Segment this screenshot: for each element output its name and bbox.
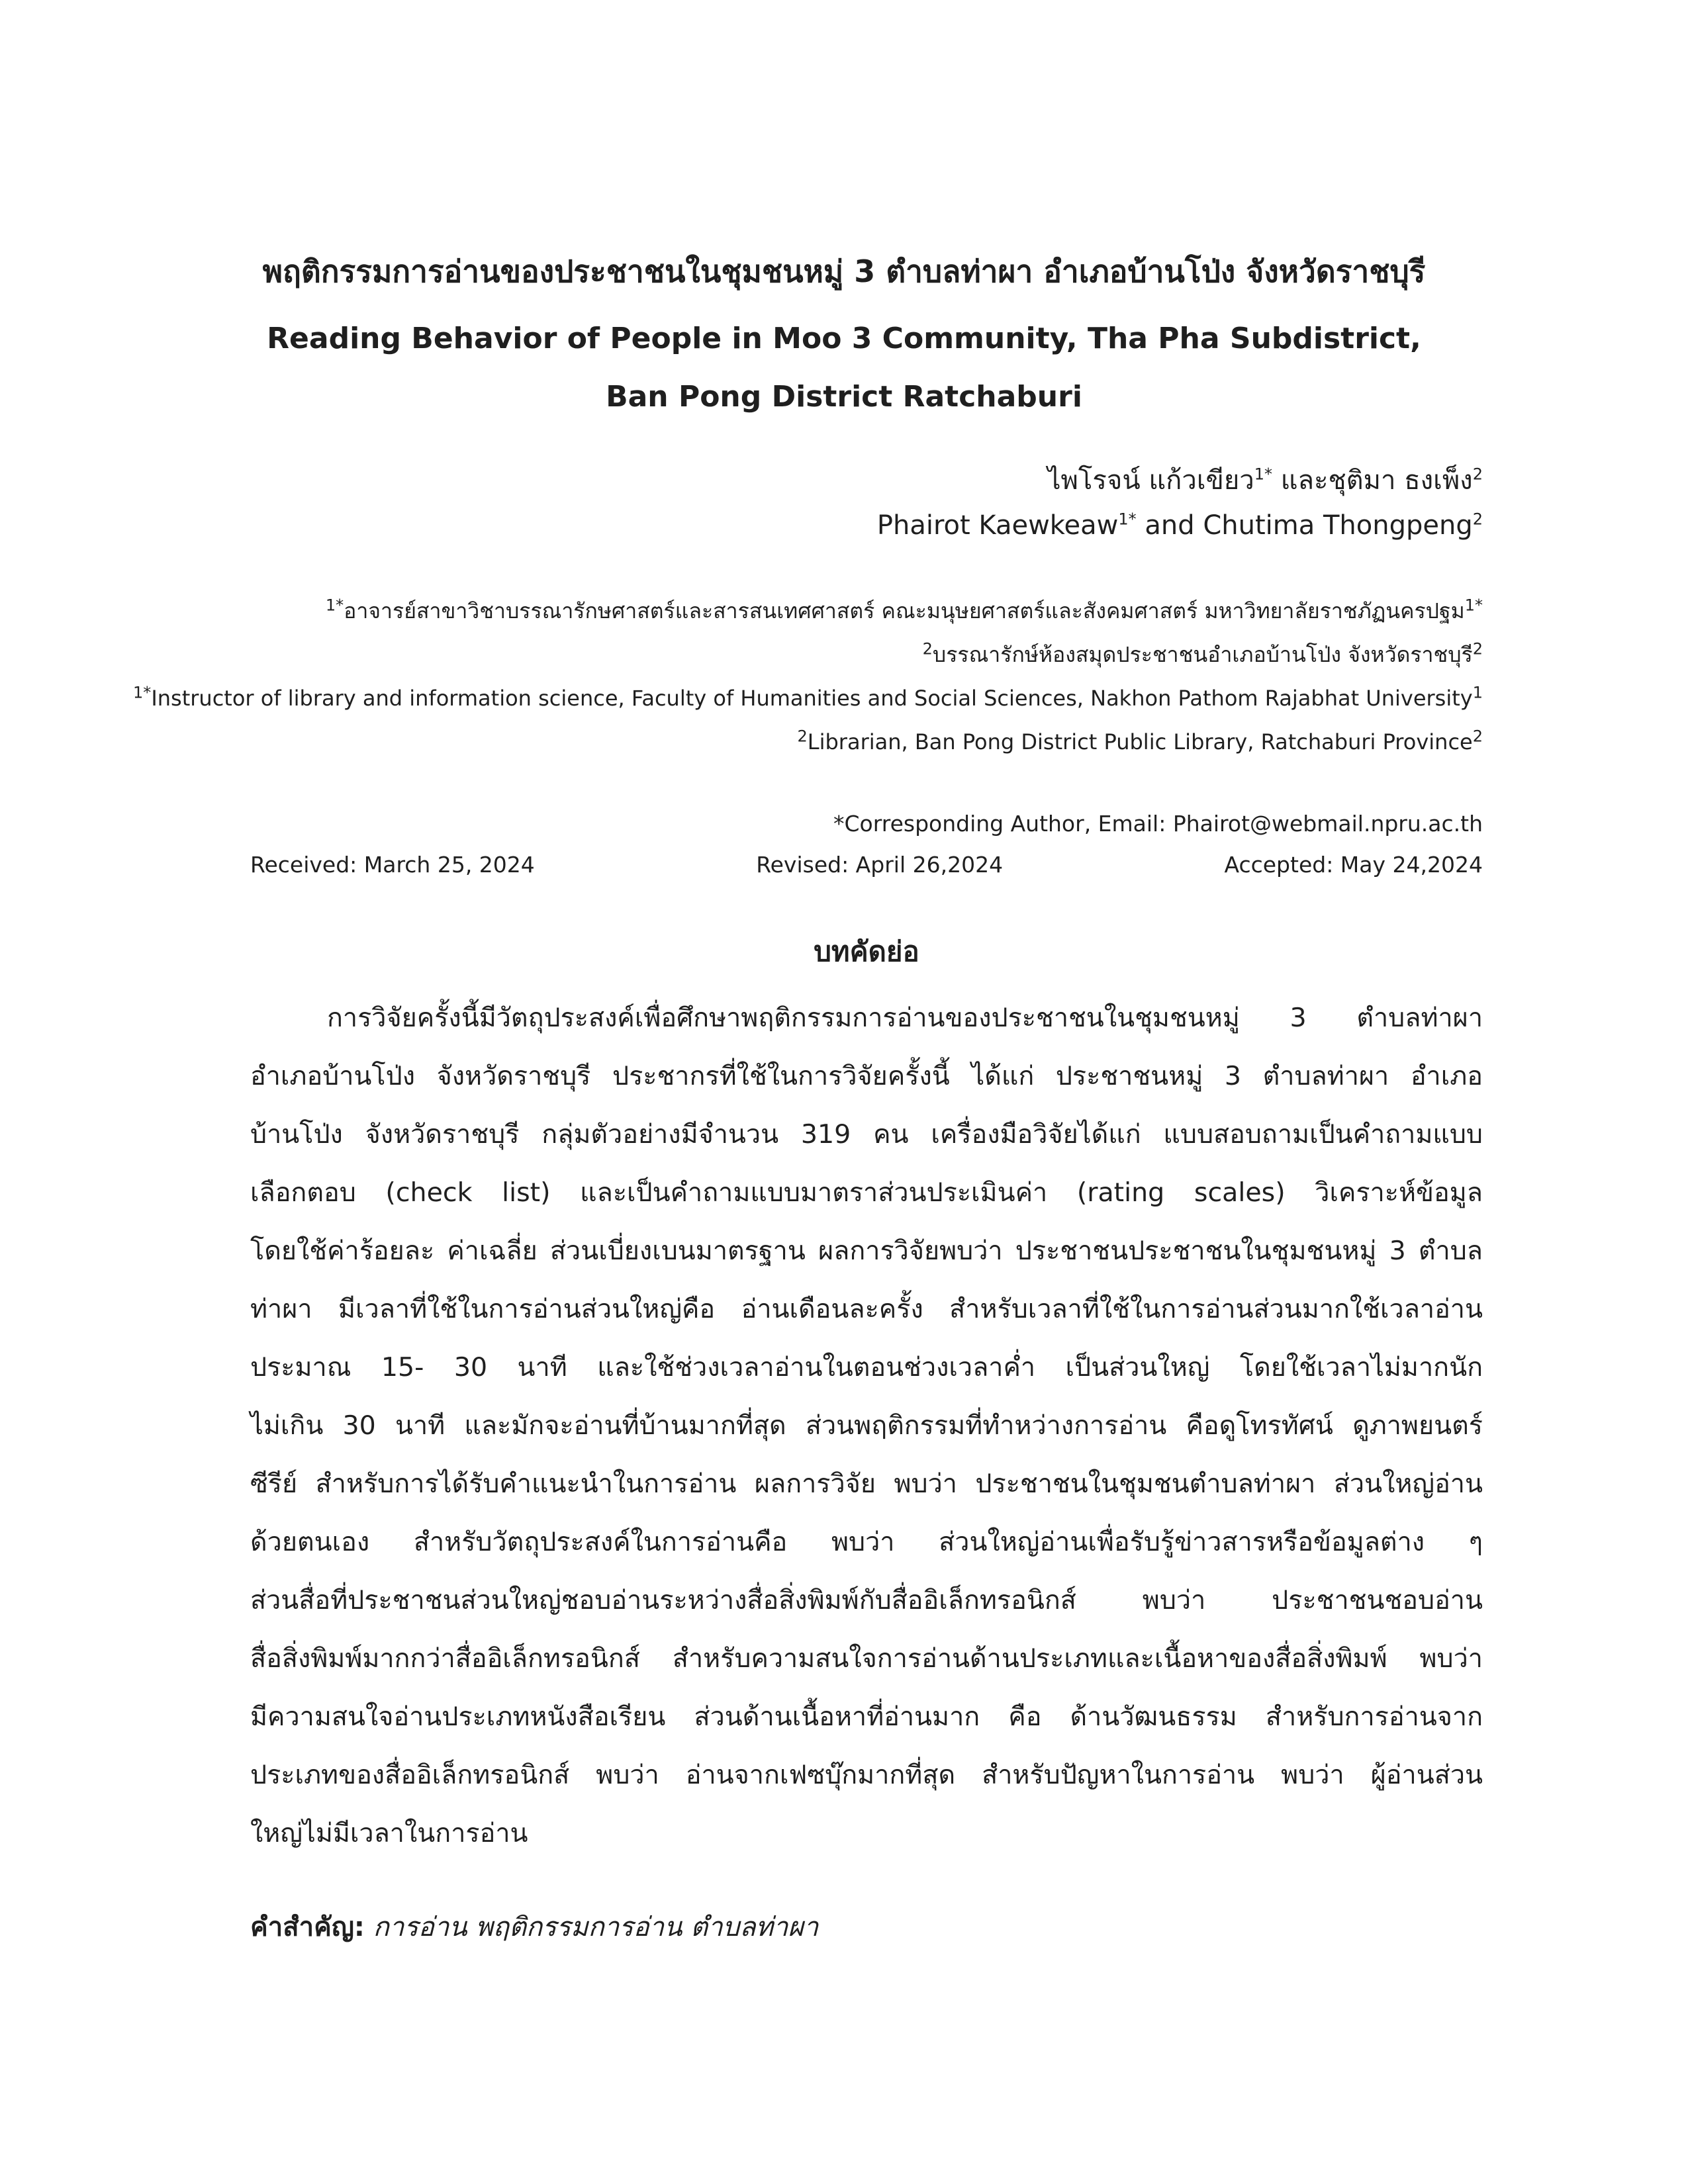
accepted-date: Accepted: May 24,2024 xyxy=(1224,852,1483,878)
author-1-mark: 1* xyxy=(1118,510,1137,529)
affiliation-text: อาจารย์สาขาวิชาบรรณารักษศาสตร์และสารสนเทศศาสตร์ คณะมนุษยศาสตร์และสังคมศาสตร์ มหาวิทยาลัยราชภัฏนครปฐม xyxy=(344,598,1465,623)
abstract-line: เลือกตอบ (check list) และเป็นคำถามแบบมาตราส่วนประเมินค่า (rating scales) วิเคราะห์ข้อมูล xyxy=(250,1177,1483,1208)
author-1-mark: 1* xyxy=(1254,465,1273,484)
affiliation-text: บรรณารักษ์ห้องสมุดประชาชนอำเภอบ้านโป่ง จังหวัดราชบุรี xyxy=(932,642,1473,667)
received-date: Received: March 25, 2024 xyxy=(250,852,535,878)
keywords xyxy=(250,1907,1483,1947)
submission-dates xyxy=(250,850,1483,880)
author-connector: และ xyxy=(1272,465,1329,496)
author-2-english: Chutima Thongpeng xyxy=(1203,510,1473,541)
abstract-line: ใหญ่ไม่มีเวลาในการอ่าน xyxy=(250,1818,528,1848)
title-english-line-1: Reading Behavior of People in Moo 3 Community, Tha Pha Subdistrict, xyxy=(267,322,1421,355)
abstract-line: ไม่เกิน 30 นาที และมักจะอ่านที่บ้านมากที่สุด ส่วนพฤติกรรมที่ทำหว่างการอ่าน คือดูโทรทัศน์ ดูภาพยนตร์ xyxy=(250,1410,1483,1441)
abstract-line: อำเภอบ้านโป่ง จังหวัดราชบุรี ประชากรที่ใช้ในการวิจัยครั้งนี้ ได้แก่ ประชาชนหมู่ 3 ตำบลท่าผา อำเภอ xyxy=(250,1061,1483,1091)
affiliation-mark: 1* xyxy=(1464,596,1483,615)
affiliation-mark: 2 xyxy=(797,727,808,746)
affiliation-2-thai xyxy=(93,639,1483,670)
abstract-line: ซีรีย์ สำหรับการได้รับคำแนะนำในการอ่าน ผลการวิจัย พบว่า ประชาชนในชุมชนตำบลท่าผา ส่วนใหญ่อ่าน xyxy=(250,1469,1483,1499)
title-english xyxy=(132,310,1556,426)
abstract-line: โดยใช้ค่าร้อยละ ค่าเฉลี่ย ส่วนเบี่ยงเบนมาตรฐาน ผลการวิจัยพบว่า ประชาชนประชาชนในชุมชนหมู่ 3 ตำบล xyxy=(250,1236,1483,1266)
abstract-heading: บทคัดย่อ xyxy=(814,935,919,968)
abstract-line: ประมาณ 15- 30 นาที และใช้ช่วงเวลาอ่านในตอนช่วงเวลาค่ำ เป็นส่วนใหญ่ โดยใช้เวลาไม่มากนัก xyxy=(250,1352,1483,1383)
abstract-line: การวิจัยครั้งนี้มีวัตถุประสงค์เพื่อศึกษาพฤติกรรมการอ่านของประชาชนในชุมชนหมู่ 3 ตำบลท่าผา xyxy=(327,1003,1483,1033)
corresponding-author: *Corresponding Author, Email: Phairot@webmail.npru.ac.th xyxy=(833,811,1483,837)
abstract-line: สื่อสิ่งพิมพ์มากกว่าสื่ออิเล็กทรอนิกส์ สำหรับความสนใจการอ่านด้านประเภทและเนื้อหาของสื่อสิ่งพิมพ์ พบว่า xyxy=(250,1643,1483,1674)
abstract-line: ท่าผา มีเวลาที่ใช้ในการอ่านส่วนใหญ่คือ อ่านเดือนละครั้ง สำหรับเวลาที่ใช้ในการอ่านส่วนมากใช้เวลาอ่าน xyxy=(250,1294,1483,1324)
author-1-thai: ไพโรจน์ แก้วเขียว xyxy=(1047,465,1254,496)
affiliation-mark: 1* xyxy=(133,683,152,702)
keywords-value: การอ่าน พฤติกรรมการอ่าน ตำบลท่าผา xyxy=(364,1912,819,1942)
abstract-line: ส่วนสื่อที่ประชาชนส่วนใหญ่ชอบอ่านระหว่างสื่อสิ่งพิมพ์กับสื่ออิเล็กทรอนิกส์ พบว่า ประชาชนชอบอ่าน xyxy=(250,1585,1483,1615)
affiliation-mark: 2 xyxy=(1472,639,1483,659)
authors-english xyxy=(291,508,1483,543)
author-2-mark: 2 xyxy=(1472,465,1483,484)
author-2-mark: 2 xyxy=(1472,510,1483,529)
keywords-label: คำสำคัญ: xyxy=(250,1912,365,1942)
affiliation-text: Librarian, Ban Pong District Public Library, Ratchaburi Province xyxy=(807,729,1473,754)
revised-date: Revised: April 26,2024 xyxy=(756,852,1004,878)
affiliation-1-english xyxy=(93,683,1483,713)
title-thai: พฤติกรรมการอ่านของประชาชนในชุมชนหมู่ 3 ตำบลท่าผา อำเภอบ้านโป่ง จังหวัดราชบุรี xyxy=(262,253,1426,289)
affiliation-mark: 1 xyxy=(1472,683,1483,702)
affiliation-mark: 1* xyxy=(325,596,344,615)
authors-thai xyxy=(291,463,1483,498)
affiliation-mark: 2 xyxy=(922,639,933,659)
abstract-line: ด้วยตนเอง สำหรับวัตถุประสงค์ในการอ่านคือ พบว่า ส่วนใหญ่อ่านเพื่อรับรู้ข่าวสารหรือข้อมูลต่าง ๆ xyxy=(250,1527,1483,1557)
abstract-line: บ้านโป่ง จังหวัดราชบุรี กลุ่มตัวอย่างมีจำนวน 319 คน เครื่องมือวิจัยได้แก่ แบบสอบถามเป็นคำถามแบบ xyxy=(250,1119,1483,1150)
abstract-line: ประเภทของสื่ออิเล็กทรอนิกส์ พบว่า อ่านจากเฟซบุ๊กมากที่สุด สำหรับปัญหาในการอ่าน พบว่า ผู้อ่านส่วน xyxy=(250,1760,1483,1790)
affiliation-text: Instructor of library and information science, Faculty of Humanities and Social Sciences, Nakhon Pathom Rajabhat University xyxy=(151,686,1473,711)
author-2-thai: ชุติมา ธงเพ็ง xyxy=(1328,465,1473,496)
affiliation-mark: 2 xyxy=(1472,727,1483,746)
author-1-english: Phairot Kaewkeaw xyxy=(876,510,1119,541)
affiliation-2-english xyxy=(93,727,1483,757)
abstract-body xyxy=(250,989,1483,1862)
author-connector: and xyxy=(1136,510,1203,541)
title-english-line-2: Ban Pong District Ratchaburi xyxy=(606,380,1082,414)
abstract-line: มีความสนใจอ่านประเภทหนังสือเรียน ส่วนด้านเนื้อหาที่อ่านมาก คือ ด้านวัฒนธรรม สำหรับการอ่านจาก xyxy=(250,1702,1483,1732)
affiliation-1-thai xyxy=(93,596,1483,626)
